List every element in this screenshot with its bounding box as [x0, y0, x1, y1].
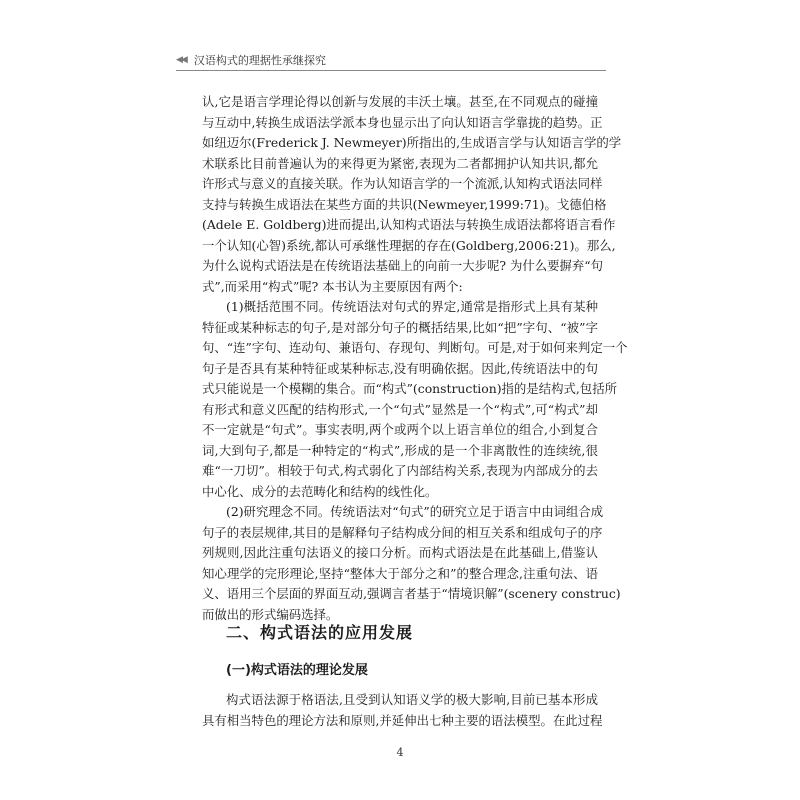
text-line: 知心理学的完形理论,坚持“整体大于部分之和”的整合理念,注重句法、语 [202, 565, 598, 581]
text-line: 句子是否具有某种特征或某种标志,没有明确依据。因此,传统语法中的句 [202, 360, 598, 376]
book-title: 汉语构式的理据性承继探究 [193, 54, 326, 67]
text-line: 义、语用三个层面的界面互动,强调言者基于“情境识解”(scenery construc) [202, 586, 621, 601]
text-line: (2)研究理念不同。传统语法对“句式”的研究立足于语言中由词组合成 [226, 504, 604, 519]
text-line: 难“一刀切”。相较于句式,构式弱化了内部结构关系,表现为内部成分的去 [202, 463, 598, 478]
paragraph-1 [202, 92, 622, 297]
text-line: 与互动中,转换生成语法学派本身也显示出了向认知语言学靠拢的趋势。正 [202, 114, 603, 130]
text-line: 构式语法源于格语法,且受到认知语义学的极大影响,目前已基本形成 [226, 692, 598, 707]
text-line: 式只能说是一个模糊的集合。而“构式”(construction)指的是结构式,包括所 [202, 381, 617, 396]
double-left-arrow-icon: ◀◀ [176, 55, 186, 65]
paragraph-3 [202, 502, 621, 625]
text-line: 具有相当特色的理论方法和原则,并延伸出七种主要的语法模型。在此过程 [202, 712, 603, 728]
text-line: (1)概括范围不同。传统语法对句式的界定,通常是指形式上具有某种 [226, 299, 598, 314]
text-line: 词,大到句子,都是一种特定的“构式”,形成的是一个非离散性的连续统,很 [202, 442, 598, 458]
text-line: 术联系比目前普遍认为的来得更为紧密,表现为二者都拥护认知共识,都允 [202, 155, 598, 171]
page-number: 4 [396, 746, 404, 759]
text-line: (Adele E. Goldberg)进而提出,认知构式语法与转换生成语法都将语言看作 [202, 217, 616, 232]
running-header [176, 52, 326, 68]
text-line: 句子的表层规律,其目的是解释句子结构成分间的相互关系和组成句子的序 [202, 524, 603, 540]
text-line: 列规则,因此注重句法语义的接口分析。而构式语法是在此基础上,借鉴认 [202, 545, 598, 560]
text-line: 而做出的形式编码选择。 [202, 606, 339, 622]
text-line: 如纽迈尔(Frederick J. Newmeyer)所指出的,生成语言学与认知语言学的学 [202, 135, 622, 150]
text-line: 式”,而采用“构式”呢? 本书认为主要原因有两个: [202, 278, 463, 294]
text-line: 支持与转换生成语法在某些方面的共识(Newmeyer,1999:71)。戈德伯格 [202, 196, 607, 212]
body-text [202, 92, 628, 625]
text-line: 有形式和意义匹配的结构形式,一个“句式”显然是一个“构式”,可“构式”却 [202, 401, 598, 417]
text-line: 为什么说构式语法是在传统语法基础上的向前一大步呢? 为什么要摒弃“句 [202, 258, 604, 273]
text-line: 中心化、成分的去范畴化和结构的线性化。 [202, 483, 438, 499]
paragraph-2 [202, 297, 628, 502]
text-line: 认,它是语言学理论得以创新与发展的丰沃土壤。甚至,在不同观点的碰撞 [202, 94, 598, 109]
text-line: 句、“连”字句、连动句、兼语句、存现句、判断句。可是,对于如何来判定一个 [202, 340, 628, 355]
text-line: 不一定就是“句式”。事实表明,两个或两个以上语言单位的组合,小到复合 [202, 422, 598, 437]
text-line: 特征或某种标志的句子,是对部分句子的概括结果,比如“把”字句、“被”字 [202, 319, 598, 335]
paragraph-4 [202, 690, 603, 731]
subsection-heading: (一)构式语法的理论发展 [226, 663, 368, 678]
header-rule [176, 70, 606, 71]
text-line: 许形式与意义的直接关联。作为认知语言学的一个流派,认知构式语法同样 [202, 176, 603, 191]
text-line: 一个认知(心智)系统,都认可承继性理据的存在(Goldberg,2006:21)。那么, [202, 237, 616, 253]
section-heading: 二、构式语法的应用发展 [226, 623, 414, 642]
